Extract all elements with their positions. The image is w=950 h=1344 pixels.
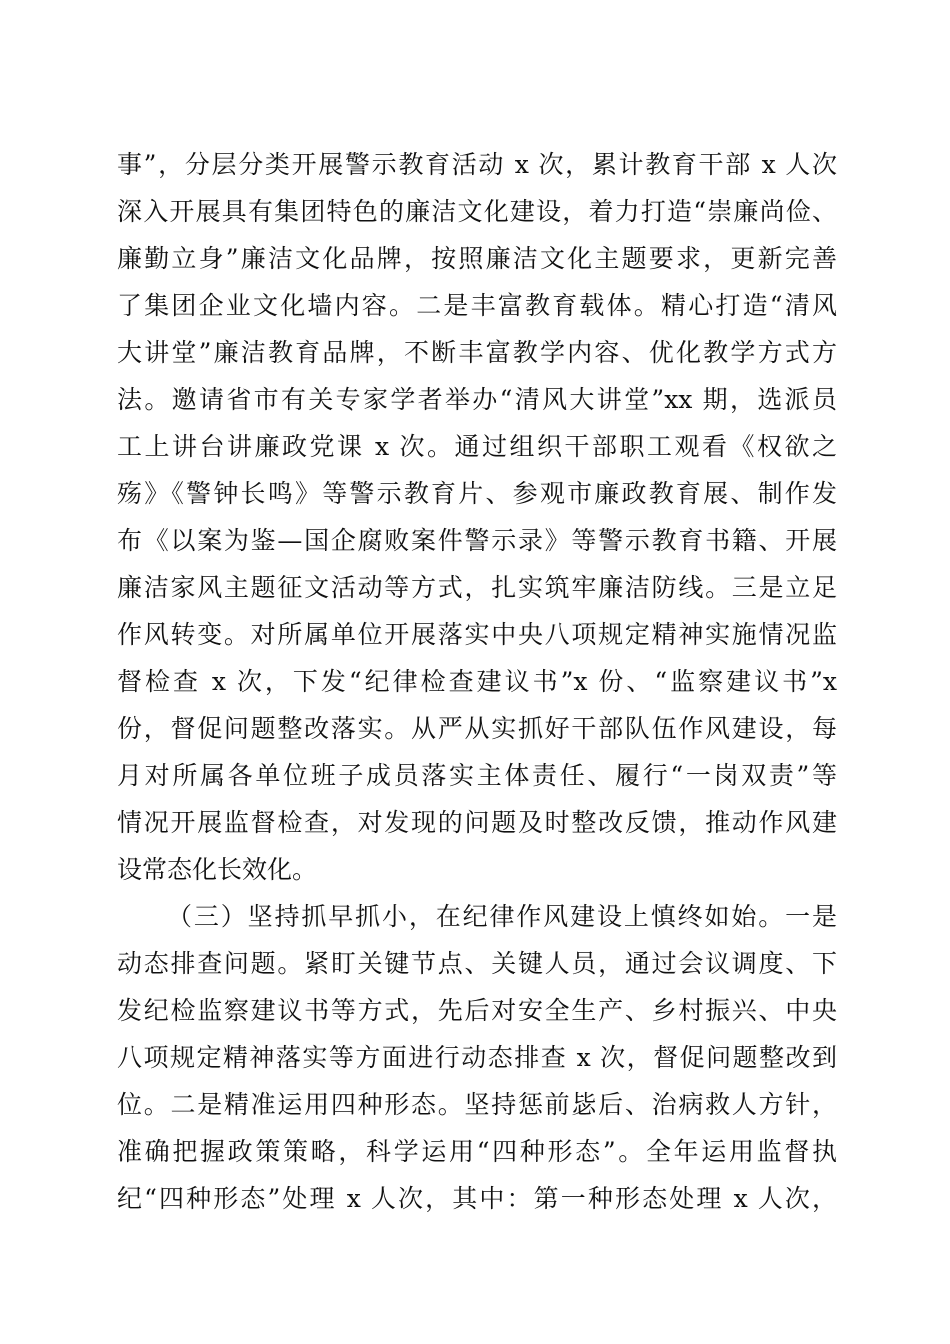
paragraph-line: 大讲堂”廉洁教育品牌，不断丰富教学内容、优化教学方式方 [117, 338, 837, 367]
paragraph-line: 情况开展监督检查，对发现的问题及时整改反馈，推动作风建 [117, 808, 837, 837]
paragraph-line: 工上讲台讲廉政党课 x 次。通过组织干部职工观看《权欲之 [117, 432, 837, 461]
paragraph-line: 殇》《警钟长鸣》等警示教育片、参观市廉政教育展、制作发 [117, 479, 837, 508]
paragraph-line: 廉洁家风主题征文活动等方式，扎实筑牢廉洁防线。三是立足 [117, 573, 837, 602]
paragraph-line: 作风转变。对所属单位开展落实中央八项规定精神实施情况监 [117, 620, 837, 649]
paragraph-line: 纪“四种形态”处理 x 人次，其中：第一种形态处理 x 人次， [117, 1184, 837, 1213]
paragraph-line: 廉勤立身”廉洁文化品牌，按照廉洁文化主题要求，更新完善 [117, 244, 837, 273]
paragraph-line: 了集团企业文化墙内容。二是丰富教育载体。精心打造“清风 [117, 291, 837, 320]
paragraph-line: 月对所属各单位班子成员落实主体责任、履行“一岗双责”等 [117, 761, 837, 790]
paragraph-line: 准确把握政策策略，科学运用“四种形态”。全年运用监督执 [117, 1137, 837, 1166]
paragraph-line: 法。邀请省市有关专家学者举办“清风大讲堂”xx 期，选派员 [117, 385, 837, 414]
paragraph-line: 深入开展具有集团特色的廉洁文化建设，着力打造“崇廉尚俭、 [117, 197, 837, 226]
section-heading-line: （三）坚持抓早抓小，在纪律作风建设上慎终如始。一是 [167, 902, 837, 931]
paragraph-line: 设常态化长效化。 [117, 855, 318, 884]
paragraph-line: 事”，分层分类开展警示教育活动 x 次，累计教育干部 x 人次 [117, 150, 837, 179]
paragraph-line: 动态排查问题。紧盯关键节点、关键人员，通过会议调度、下 [117, 949, 837, 978]
paragraph-line: 发纪检监察建议书等方式，先后对安全生产、乡村振兴、中央 [117, 996, 837, 1025]
paragraph-line: 八项规定精神落实等方面进行动态排查 x 次，督促问题整改到 [117, 1043, 837, 1072]
paragraph-line: 份，督促问题整改落实。从严从实抓好干部队伍作风建设，每 [117, 714, 837, 743]
paragraph-line: 位。二是精准运用四种形态。坚持惩前毖后、治病救人方针， [117, 1090, 837, 1119]
paragraph-line: 督检查 x 次，下发“纪律检查建议书”x 份、“监察建议书”x [117, 667, 837, 696]
paragraph-line: 布《以案为鉴—国企腐败案件警示录》等警示教育书籍、开展 [117, 526, 837, 555]
